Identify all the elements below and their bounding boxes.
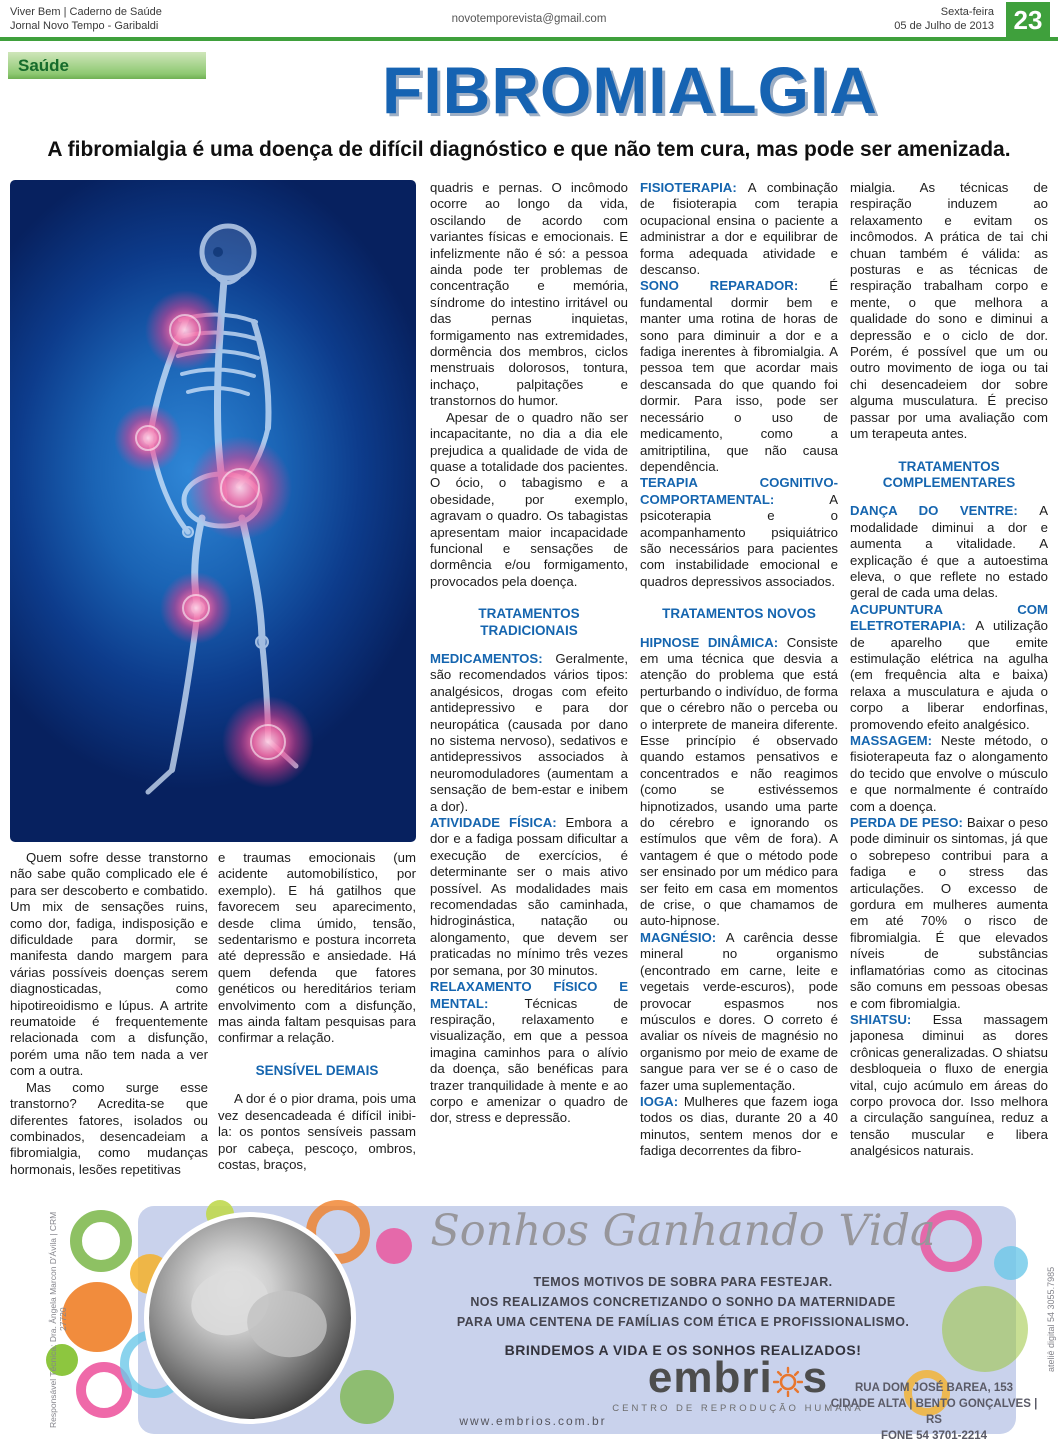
ad-address-line: CIDADE ALTA | BENTO GONÇALVES | RS <box>830 1398 1038 1426</box>
date-label: 05 de Julho de 2013 <box>894 20 994 32</box>
ad-copy-line: NOS REALIZAMOS CONCRETIZANDO O SONHO DA MATERNIDADE <box>470 1295 896 1309</box>
logo-text-post: s <box>802 1353 829 1402</box>
paragraph-lead: DANÇA DO VENTRE: <box>850 503 1040 519</box>
paragraph-lead: IOGA: <box>640 1093 684 1109</box>
decorative-circle <box>70 1210 132 1272</box>
article-paragraph: Mas como surge esse transtorno? Acredita-se que diferentes fatores, isolados ou combinados, desencadeiam a fibromialgia, como mudanças hormonais, lesões repetitivas <box>10 1079 208 1177</box>
section-label-bar <box>8 52 206 79</box>
article-paragraph: MAGNÉSIO: A carência desse mineral no organismo (encontrado em carne, leite e vegetais verde-escuros), pode provocar espasmos nos músculos e dores. O correto é avaliar os níveis de magnésio no organismo por meio de exame de sangue para ver se é o caso de fazer uma suplementação. <box>640 929 838 1093</box>
section-heading: TRATAMENTOS NOVOS <box>662 606 816 622</box>
section-label: Saúde <box>18 55 70 75</box>
pain-spots <box>114 290 314 788</box>
article-paragraph: ACUPUNTURA COM ELETROTERAPIA: A utilização de aparelho que emite estimulação elétrica na agulha (em frequência alta e baixa) relaxa a musculatura e ajuda o corpo a liberar endorfinas, promovendo efeito analgésico. <box>850 601 1048 732</box>
section-heading: TRATAMENTOS TRADICIONAIS <box>478 606 580 638</box>
ad-toast-line: BRINDEMOS A VIDA E OS SONHOS REALIZADOS! <box>504 1342 862 1358</box>
section-heading: TRATAMENTOS COMPLEMENTARES <box>882 458 1016 490</box>
babies-photo <box>144 1212 356 1424</box>
paragraph-lead: SHIATSU: <box>850 1011 933 1027</box>
paragraph-lead: SONO REPARADOR: <box>640 278 830 294</box>
article-paragraph: quadris e pernas. O incômodo ocorre ao longo da vida, oscilando de acordo com variantes físicas e emocionais. E infelizmente não é só: a pessoa ainda pode ter problemas de concentração e memória, síndrome do intestino irritável ou das pernas inquietas, formigamento nas extremidades, dormência dos membros, ciclos menstruais dolorosos, tontura, inchaço, palpitações e transtornos do humor. <box>430 180 628 409</box>
ad-copy <box>368 1272 998 1360</box>
decorative-circle <box>62 1282 132 1352</box>
decorative-circle <box>994 1246 1028 1280</box>
paragraph-lead: ACUPUNTURA COM ELETROTERAPIA: <box>850 601 1048 634</box>
article-paragraph: MEDICAMENTOS: Geralmente, são recomendados vários tipos: analgésicos, drogas com efeito antidepressivo e para dor neuropática (causada por dano no sistema nervoso), sedativos e antidepressivos associados à neuromoduladores (aumentam a sensação de bem-estar e inibem a dor). <box>430 650 628 814</box>
skeleton-figure <box>10 180 416 842</box>
article-paragraph: Quem sofre desse transtorno não sabe quão complicado ele é para ser descoberto e combatido. Um mix de sensações ruins, como dor, fadiga, indisposição e dificuldade para dormir, se manifesta dando margem para várias possíveis doenças serem diagnosticadas, como hipotireoidismo e lúpus. A artrite reumatoide é frequentemente relacionada com a disfunção, porém uma não tem nada a ver com a outra. <box>10 850 208 1079</box>
article-column-5 <box>850 180 1048 1194</box>
article-paragraph: MASSAGEM: Neste método, o fisioterapeuta faz o alongamento do tecido que envolve o músculo e que normalmente é contraído com a doença. <box>850 733 1048 814</box>
paragraph-lead: PERDA DE PESO: <box>850 815 967 831</box>
article-column-1 <box>10 850 208 1193</box>
paragraph-lead: TERAPIA COGNITIVO-COMPORTAMENTAL: <box>640 475 838 507</box>
article-paragraph: ATIVIDADE FÍSICA: Embora a dor e a fadiga possam dificultar a execução de exercícios, é determinante ser o mais ativo possível. As modalidades mais recomendadas são caminhada, hidroginástica, natação ou alongamento, que devem ser praticadas no mínimo três vezes por semana, por 30 minutos. <box>430 815 628 978</box>
article-column-3 <box>430 180 628 1194</box>
paragraph-lead: MASSAGEM: <box>850 733 941 748</box>
article-title: FIBROMIALGIA <box>382 53 878 127</box>
article-paragraph: TERAPIA COGNITIVO-COMPORTAMENTAL: A psicoterapia e o acompanhamento psiquiátrico são necessários para pacientes com instabilidade emocional e quadros depressivos associados. <box>640 475 838 589</box>
paragraph-lead: FISIOTERAPIA: <box>640 180 748 195</box>
masthead-right <box>894 5 994 33</box>
article-paragraph: PERDA DE PESO: Baixar o peso pode diminuir os sintomas, já que o sobrepeso contribui para a fadiga e o stress das articulações. O excesso de gordura em mulheres aumenta em até 70% o risco de fibromialgia. É que elevados níveis de substâncias inflamatórias como as citocinas são comuns em pessoas obesas e com fibromialgia. <box>850 815 1048 1011</box>
article-paragraph: FISIOTERAPIA: A combinação de fisioterapia com terapia ocupacional ensina o paciente a administrar a dor e equilibrar de forma adequada atividade e descanso. <box>640 180 838 278</box>
supplement-name: Viver Bem | Caderno de Saúde <box>10 6 162 18</box>
sun-icon <box>773 1363 803 1397</box>
paragraph-lead: HIPNOSE DINÂMICA: <box>640 634 787 650</box>
page-number-badge: 23 <box>1006 2 1050 38</box>
contact-email: novotemporevista@gmail.com <box>451 13 607 25</box>
article-column-4 <box>640 180 838 1194</box>
article-paragraph: SONO REPARADOR: É fundamental dormir bem e manter uma rotina de horas de sono para diminuir a dor e a fadiga inerentes à fibromialgia. A pessoa tem que acordar mais descansada do que quando foi dormir. Para isso, pode ser necessário o uso de medicamento, como a amitriptilina, que não causa dependência. <box>640 278 838 474</box>
logo-text-pre: embri <box>647 1353 773 1402</box>
logo-subtitle: CENTRO DE REPRODUÇÃO HUMANA <box>612 1403 864 1414</box>
article-paragraph: A dor é o pior drama, pois uma vez desencadeada é difícil inibi-la: os pontos sensíveis passam por cabeça, pescoço, ombros, costas, braços, <box>218 1091 416 1172</box>
ad-headline-script: Sonhos Ganhando Vida <box>430 1206 936 1256</box>
paragraph-lead: MEDICAMENTOS: <box>430 650 556 666</box>
decorative-circle <box>340 1370 394 1424</box>
article-paragraph: e traumas emocionais (um acidente automobilístico, por exemplo). E há gatilhos que favorecem seu aparecimento, desde clima úmido, tensão, sedentarismo e postura incorreta até depressão e ansiedade. Há quem defenda que fatores genéticos ou hereditários teriam envolvimento com a disfunção, mas ainda faltam pesquisas para confirmar a relação. <box>218 850 416 1046</box>
article-paragraph: DANÇA DO VENTRE: A modalidade diminui a dor e aumenta a vitalidade. A explicação é que a autoestima eleva, o que reflete no estado geral de cada uma delas. <box>850 503 1048 601</box>
ad-website: www.embrios.com.br <box>459 1414 607 1428</box>
ad-responsible-credit: Responsável Técnica: Dra. Ângela Marcon D'Ávila | CRM 27720 <box>48 1211 68 1428</box>
article-paragraph: RELAXAMENTO FÍSICO E MENTAL: Técnicas de respiração, relaxamento e visualização, em que a pessoa imagina caminhos para o alívio da doença, são benéficas para trazer tranquilidade à mente e ao corpo e amenizar o quadro de dor, stress e depressão. <box>430 979 628 1126</box>
paragraph-lead: ATIVIDADE FÍSICA: <box>430 815 566 831</box>
ad-address-line: RUA DOM JOSÉ BAREA, 153 <box>854 1382 1014 1394</box>
article-column-2 <box>218 850 416 1193</box>
paragraph-lead: RELAXAMENTO FÍSICO E MENTAL: <box>430 979 628 1011</box>
newspaper-name: Jornal Novo Tempo - Garibaldi <box>10 20 159 32</box>
article-paragraph: SHIATSU: Essa massagem japonesa diminui as dores crônicas generalizadas. O shiatsu desbloqueia o fluxo de energia vital, cujo acúmulo em áreas do corpo provoca dor. Isso melhora a circulação sanguínea, reduz a tensão muscular e libera analgésicos naturais. <box>850 1011 1048 1159</box>
ad-copy-line: TEMOS MOTIVOS DE SOBRA PARA FESTEJAR. <box>533 1275 833 1289</box>
advertisement <box>8 1202 1056 1442</box>
article-paragraph: HIPNOSE DINÂMICA: Consiste em uma técnica que desvia a atenção do problema que está perturbando o indivíduo, de forma que o cérebro não o perceba ou o interprete de maneira diferente. Esse princípio é observado quando estamos pensativos e concentrados e não reagimos (como se estivéssemos hipnotizados, usando uma parte do cérebro e ignorando os estímulos que vêm de fora). A vantagem é que o método pode ser ensinado por um médico para ser feito em casa em momentos de crise, o que chamamos de auto-hipnose. <box>640 634 838 929</box>
ad-address-line: FONE 54 3701-2214 <box>880 1430 988 1442</box>
paragraph-lead: MAGNÉSIO: <box>640 929 726 945</box>
ad-address <box>828 1380 1040 1444</box>
article-paragraph: mialgia. As técnicas de respiração induzem ao relaxamento e evitam os incômodos. A prática de tai chi chuan também é válida: as posturas e as técnicas de respiração trabalham corpo e mente, o que melhora a qualidade do sono e diminui a depressão e o ciclo de dor. Porém, é possível que um ou outro movimento de ioga ou tai chi desencadeiem dor sobre alguma musculatura. É preciso passar por uma avaliação com um terapeuta antes. <box>850 180 1048 442</box>
weekday-label: Sexta-feira <box>940 6 994 18</box>
ad-copy-line: PARA UMA CENTENA DE FAMÍLIAS COM ÉTICA E PROFISSIONALISMO. <box>456 1315 910 1329</box>
ad-agency-credit: ateliê digital 54 3055.7985 <box>1046 1266 1056 1373</box>
article-paragraph: IOGA: Mulheres que fazem ioga todos os dias, durante 20 a 40 minutos, sentem menos dor e fadiga decorrentes da fibro- <box>640 1093 838 1159</box>
skeleton-illustration <box>10 180 416 842</box>
article-paragraph: Apesar de o quadro não ser incapacitante, no dia a dia ele prejudica a qualidade de vida de quase a totalidade dos pacientes. O ócio, o tabagismo e a obesidade, por exemplo, agravam o quadro. Os tabagistas apresentam maior incapacidade funcional e sensações de dormência e/ou formigamento, provocados pela doença. <box>430 409 628 589</box>
article-subtitle: A fibromialgia é uma doença de difícil diagnóstico e que não tem cura, mas pode ser amenizada. <box>47 138 1011 161</box>
header-rule <box>0 37 1058 41</box>
section-heading: SENSÍVEL DEMAIS <box>255 1062 379 1078</box>
